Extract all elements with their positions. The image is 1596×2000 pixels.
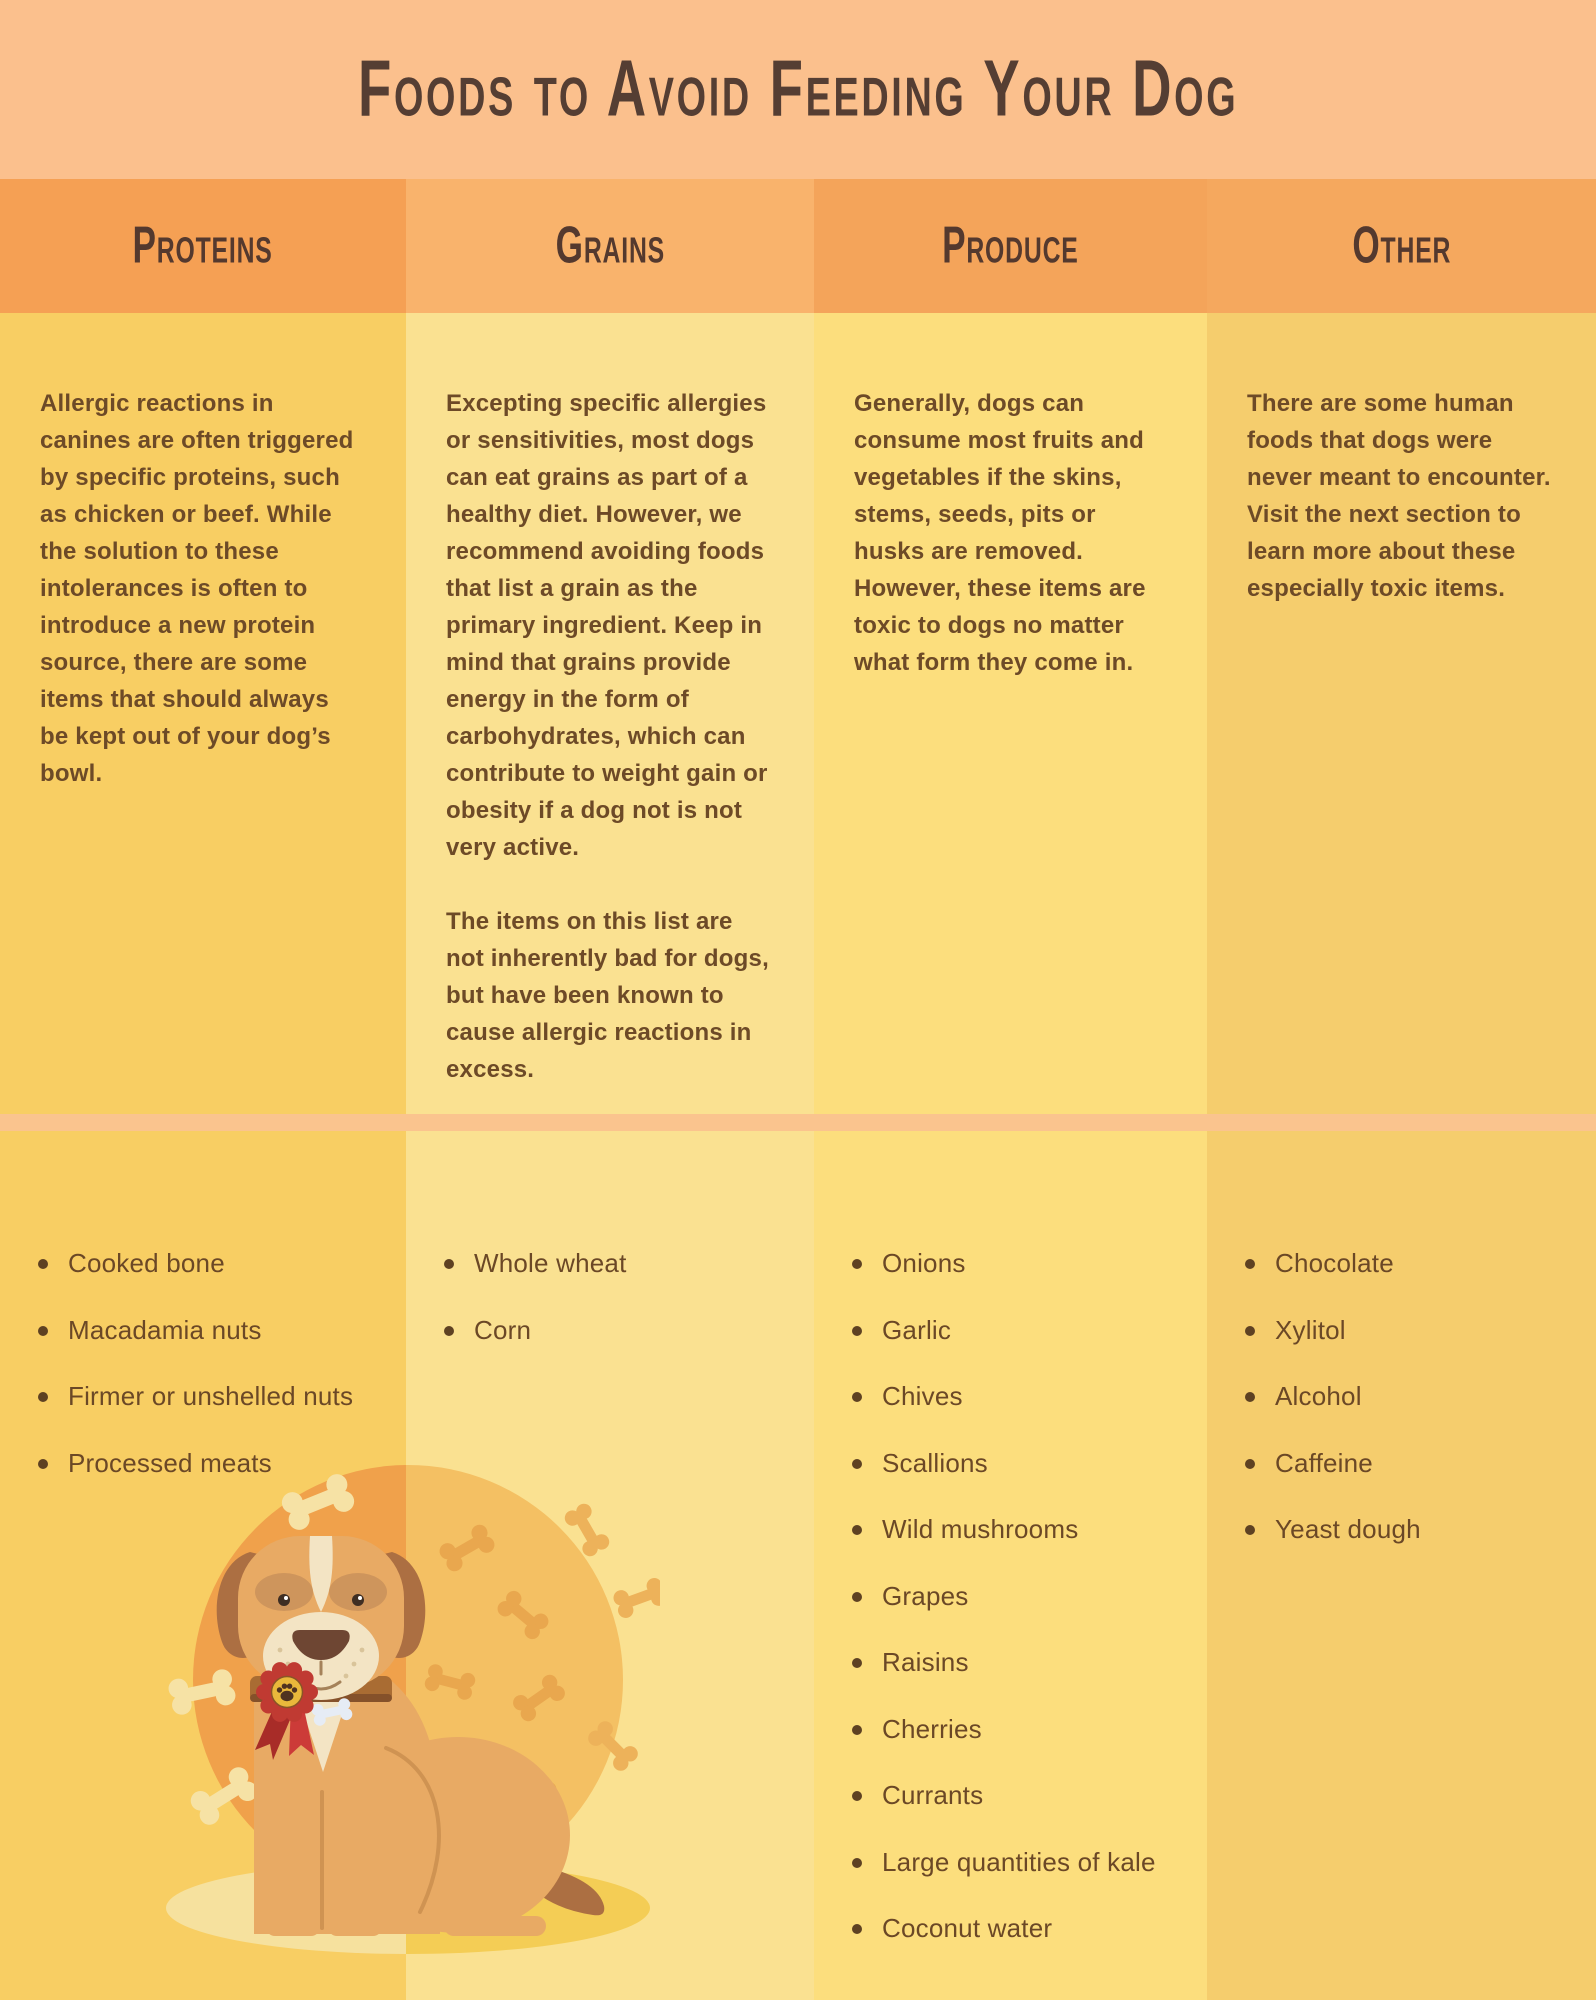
dog-front-paw <box>266 1918 320 1936</box>
description-paragraph: Excepting specific allergies or sensitivities, most dogs can eat grains as part of a healthy diet. However, we recommend avoiding foods that list a grain as the primary ingredient. Keep in mind that grains provide energy in the form of carbohydrates, which can contribute to weight gain or obesity if a dog not is not very active. <box>446 390 768 861</box>
bullet-icon <box>38 1259 48 1269</box>
list-item-label: Alcohol <box>1275 1381 1362 1411</box>
list-item-label: Macadamia nuts <box>68 1314 262 1345</box>
list-item <box>1245 1248 1582 1315</box>
column-list <box>406 1248 814 1381</box>
bone-icon <box>611 1576 660 1620</box>
column-description <box>406 313 814 1088</box>
list-item <box>852 1714 1193 1781</box>
list-item-label: Chocolate <box>1275 1248 1394 1278</box>
bullet-icon <box>444 1259 454 1269</box>
list-item <box>38 1315 392 1382</box>
bullet-icon <box>38 1392 48 1402</box>
list-item <box>852 1847 1193 1914</box>
bullet-icon <box>852 1525 862 1535</box>
list-item <box>852 1581 1193 1648</box>
column-header-produce <box>814 179 1207 313</box>
bullet-icon <box>1245 1392 1255 1402</box>
list-item <box>1245 1315 1582 1382</box>
list-item-label: Whole wheat <box>474 1248 627 1278</box>
description-paragraph: Allergic reactions in canines are often triggered by specific proteins, such as chicken or beef. While the solution to these intolerances is often to introduce a new protein source, there are some items that should always be kept out of your dog’s bowl. <box>40 390 354 787</box>
bullet-icon <box>1245 1326 1255 1336</box>
column-header-grains <box>406 179 814 313</box>
list-item-label: Scallions <box>882 1447 988 1478</box>
section-divider <box>0 1114 1596 1131</box>
list-item <box>38 1248 392 1315</box>
list-item-label: Coconut water <box>882 1913 1053 1943</box>
list-item-label: Processed meats <box>68 1447 272 1478</box>
list-item-label: Garlic <box>882 1314 952 1345</box>
list-item <box>852 1381 1193 1448</box>
list-item <box>852 1514 1193 1581</box>
list-item-label: Caffeine <box>1275 1447 1373 1478</box>
list-item-label: Cooked bone <box>68 1248 225 1278</box>
dog-eye <box>278 1594 290 1606</box>
dog-eye <box>352 1594 364 1606</box>
column-header-other <box>1207 179 1596 313</box>
column-header-label: Other <box>1352 216 1451 275</box>
list-item <box>1245 1514 1582 1581</box>
list-item-label: Firmer or unshelled nuts <box>68 1381 354 1411</box>
list-item <box>852 1448 1193 1515</box>
bullet-icon <box>852 1924 862 1934</box>
column-produce <box>814 313 1207 2000</box>
list-item <box>852 1315 1193 1382</box>
dog-front-paw <box>328 1918 382 1936</box>
column-description <box>0 313 406 792</box>
list-item-label: Wild mushrooms <box>882 1514 1079 1544</box>
bullet-icon <box>444 1326 454 1336</box>
column-header-label: Produce <box>942 216 1079 275</box>
bullet-icon <box>852 1459 862 1469</box>
column-other <box>1207 313 1596 2000</box>
list-item <box>1245 1448 1582 1515</box>
list-item <box>1245 1381 1582 1448</box>
list-item-label: Corn <box>474 1314 532 1345</box>
page-title: Foods to Avoid Feeding Your Dog <box>357 45 1239 134</box>
list-item <box>852 1647 1193 1714</box>
bullet-icon <box>852 1392 862 1402</box>
bullet-icon <box>852 1725 862 1735</box>
list-item <box>444 1248 800 1315</box>
title-band <box>0 0 1596 179</box>
list-item-label: Chives <box>882 1381 963 1411</box>
list-item-label: Xylitol <box>1275 1314 1346 1345</box>
column-header-label: Grains <box>555 216 665 275</box>
column-header-band <box>0 179 1596 313</box>
list-item-label: Raisins <box>882 1647 969 1677</box>
list-item <box>38 1381 392 1448</box>
bullet-icon <box>852 1658 862 1668</box>
bullet-icon <box>852 1326 862 1336</box>
column-list <box>1207 1248 1596 1581</box>
column-header-proteins <box>0 179 406 313</box>
description-paragraph: The items on this list are not inherently bad for dogs, but have been known to cause allergic reactions in excess. <box>446 908 769 1083</box>
list-item-label: Onions <box>882 1248 966 1278</box>
list-item-label: Currants <box>882 1780 984 1810</box>
column-description <box>1207 313 1596 607</box>
column-description <box>814 313 1207 681</box>
list-item <box>444 1315 800 1382</box>
list-item <box>852 1780 1193 1847</box>
column-header-label: Proteins <box>132 216 274 275</box>
list-item <box>852 1913 1193 1980</box>
bullet-icon <box>1245 1459 1255 1469</box>
list-item <box>852 1248 1193 1315</box>
bullet-icon <box>1245 1525 1255 1535</box>
description-paragraph: Generally, dogs can consume most fruits and vegetables if the skins, stems, seeds, pits or husks are removed. However, these items are toxic to dogs no matter what form they come in. <box>854 390 1146 676</box>
list-item-label: Grapes <box>882 1580 969 1611</box>
dog-hind-paw <box>444 1916 546 1936</box>
bullet-icon <box>38 1459 48 1469</box>
bullet-icon <box>852 1791 862 1801</box>
column-list <box>814 1248 1207 1980</box>
bullet-icon <box>852 1592 862 1602</box>
bullet-icon <box>852 1858 862 1868</box>
bullet-icon <box>852 1259 862 1269</box>
bullet-icon <box>1245 1259 1255 1269</box>
list-item-label: Yeast dough <box>1275 1514 1421 1544</box>
list-item-label: Large quantities of kale <box>882 1846 1156 1877</box>
description-paragraph: There are some human foods that dogs were never meant to encounter. Visit the next section to learn more about these especially toxic items. <box>1247 390 1551 602</box>
list-item-label: Cherries <box>882 1713 982 1744</box>
dog-illustration <box>150 1440 660 2000</box>
bullet-icon <box>38 1326 48 1336</box>
